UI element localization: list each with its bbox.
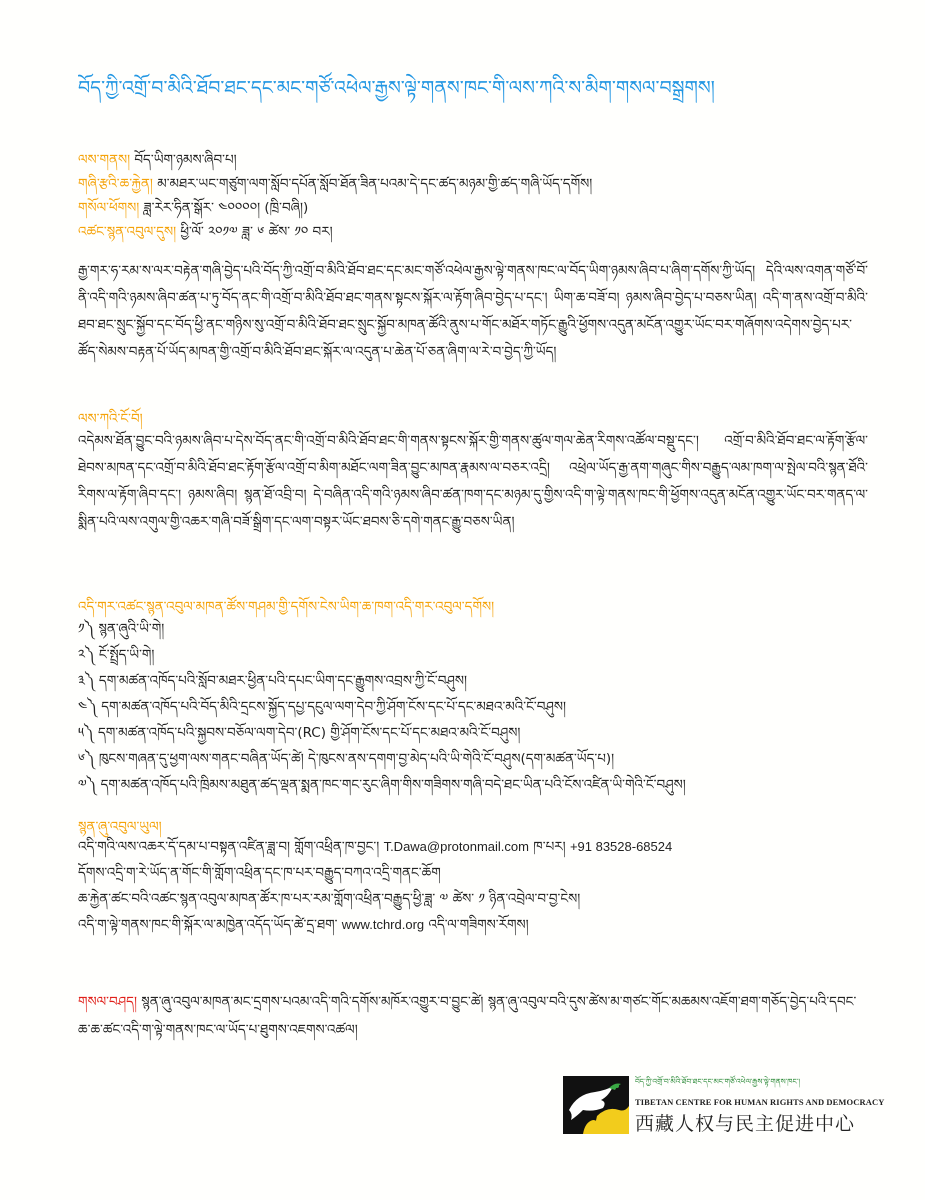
deadline-label: འཚང་སྙན་འབུལ་དུས། bbox=[78, 224, 177, 240]
requirement-item bbox=[78, 616, 868, 642]
logo-text bbox=[635, 1074, 885, 1136]
requirement-item bbox=[78, 720, 868, 746]
requirement-item bbox=[78, 772, 868, 798]
requirement-item bbox=[78, 668, 868, 694]
deadline-value: ཕྱི་ལོ་ ༢༠༡༧ ཟླ་ ༦ ཚེས་ ༡༠ བར། bbox=[180, 224, 333, 240]
notice-block bbox=[78, 988, 868, 1044]
contact-line-website bbox=[78, 912, 868, 938]
item-text: ཁུངས་གཞན་དུ་ཕྱག་ལས་གནང་བཞིན་ཡོད་ཚེ། དེ་ཁུངས་ནས་དགག་བྱ་མེད་པའི་ཡི་གེའི་ངོ་བཤུས(དག་མཚན་ཡོད་པ)། bbox=[98, 751, 615, 767]
item-number: ༤༽ bbox=[78, 699, 97, 715]
item-text: དག་མཚན་འཁོད་པའི་སྐྱབས་བཅོལ་ལག་དེབ་(RC) གྱི་ཤོག་ངོས་དང་པོ་དང་མཐའ་མའི་ངོ་བཤུས། bbox=[97, 725, 521, 741]
position-value: བོད་ཡིག་ཉམས་ཞིབ་པ། bbox=[134, 152, 237, 168]
contact-line-shortlist: ཆ་རྐྱེན་ཚང་བའི་འཚང་སྙན་འབུལ་མཁན་ཚོར་ཁ་པར་རམ་གློག་འཕྲིན་བརྒྱུད་ཕྱི་ཟླ་ ༧ ཚེས་ ༡ ཉིན་འབྲེལ་བ་བྱ་ངེས། bbox=[78, 891, 581, 907]
item-text: དག་མཚན་འཁོད་པའི་སློབ་མཐར་ཕྱིན་པའི་དཔང་ཡིག་དང་རྒྱུགས་འབྲས་ཀྱི་ངོ་བཤུས། bbox=[98, 673, 468, 689]
phone-number[interactable]: +91 83528-68524 bbox=[569, 839, 673, 854]
item-number: ༢༽ bbox=[78, 647, 95, 663]
logo-english-name: TIBETAN CENTRE FOR HUMAN RIGHTS AND DEMOCRACY bbox=[635, 1097, 885, 1107]
contact-heading: སྙན་ཞུ་འབུལ་ཡུལ། bbox=[78, 819, 162, 835]
contact-line-inquiry: དོགས་འདྲི་ག་རེ་ཡོད་ན་གོང་གི་གློག་འཕྲིན་དང་ཁ་པར་བརྒྱུད་བཀའ་འདྲི་གནང་ཆོག bbox=[78, 865, 441, 881]
email-link[interactable]: T.Dawa@protonmail.com bbox=[383, 839, 529, 854]
item-text: དག་མཚན་འཁོད་པའི་ཁྲིམས་མཐུན་ཚད་ལྡན་སྨན་ཁང་གང་རུང་ཞིག་གིས་གཟིགས་གཞི་བདེ་ཐང་ཡིན་པའི་ངོས་འཛིན་ཡི་གེའི་ངོ་བཤུས། bbox=[100, 777, 686, 793]
phone-label: ཁ་པར། bbox=[533, 839, 566, 855]
item-number: ༡༽ bbox=[78, 621, 95, 637]
contact-person-text: འདི་གའི་ལས་འཆར་དོ་དམ་པ་བསྟན་འཛིན་ཟླ་བ། གློག་འཕྲིན་ཁ་བྱང་། bbox=[78, 839, 380, 855]
meta-salary bbox=[78, 196, 878, 220]
page-title: བོད་ཀྱི་འགྲོ་བ་མིའི་ཐོབ་ཐང་དང་མང་གཙོ་འཕེལ་རྒྱས་ལྟེ་གནས་ཁང་གི་ལས་ཀའི་ས་མིག་གསལ་བསྒྲགས། bbox=[78, 77, 715, 99]
item-number: ༣༽ bbox=[78, 673, 95, 689]
qualification-label: གཞི་རྩའི་ཆ་རྐྱེན། bbox=[78, 176, 153, 192]
notice-text: སྙན་ཞུ་འབུལ་མཁན་མང་དྲགས་པའམ་འདི་གའི་དགོས་མཁོར་འགྱུར་བ་བྱུང་ཚེ། སྙན་ཞུ་འབུལ་བའི་དུས་ཚེས་མ་གཙང་གོང་མཆམས་འཇོག་ཐག་གཅོད་བྱེད་པའི་དབང་ཆ་ཆ་ཚང་འདི་ག་ལྟེ་གནས་ཁང་ལ་ཡོད་པ་ཐུགས་འཇགས་འཚལ། bbox=[78, 994, 857, 1038]
requirement-item bbox=[78, 642, 868, 668]
position-label: ལས་གནས། bbox=[78, 152, 131, 168]
job-meta bbox=[78, 148, 878, 244]
item-number: ༥༽ bbox=[78, 725, 94, 741]
item-text: དག་མཚན་འཁོད་པའི་བོད་མིའི་དྲངས་སྐྱོད་དཔྱ་དངུལ་ལག་དེབ་ཀྱི་ཤོག་ངོས་དང་པོ་དང་མཐའ་མའི་ངོ་བཤུས། bbox=[101, 699, 567, 715]
contact-block bbox=[78, 834, 868, 938]
requirements-heading: འདི་གར་འཚང་སྙན་འབུལ་མཁན་ཚོས་གཤམ་གྱི་དགོས་ངེས་ཡིག་ཆ་ཁག་འདི་གར་འབུལ་དགོས། bbox=[78, 599, 495, 615]
goal-heading: ལས་ཀའི་ངོ་བོ། bbox=[78, 411, 143, 427]
item-number: ༧༽ bbox=[78, 777, 97, 793]
goal-paragraph: འདེམས་ཐོན་བྱུང་བའི་ཉམས་ཞིབ་པ་དེས་བོད་ནང་གི་འགྲོ་བ་མིའི་ཐོབ་ཐང་གི་གནས་སྟངས་སྐོར་གྱི་གནས་ཚུལ་གལ་ཆེན་རིགས་འཚོལ་བསྡུ་དང་། འགྲོ་བ་མིའི་ཐོབ་ཐང་ལ་རྟོག་རྩོལ་ཐེབས་མཁན་དང་འགྲོ་བ་མིའི་ཐོབ་ཐང་རྟོག་རྩོལ་འགྲོ་བ་མིག་མཐོང་ལག་ཟིན་བྱུང་མཁན་རྣམས་ལ་བཅར་འདྲི། འཕྲེལ་ཡོད་རྒྱ་ནག་གཞུང་གིས་བརྒྱུད་ལམ་ཁག་ལ་སྤེལ་བའི་སྙན་ཐོའི་རིགས་ལ་རྟོག་ཞིབ་དང་། ཉམས་ཞིབ། སྙན་ཐོ་འབྲི་བ། དེ་བཞིན་འདི་གའི་ཉམས་ཞིབ་ཚན་ཁག་དང་མཉམ་དུ་གྱིས་འདི་ག་ལྟེ་གནས་ཁང་གི་ཕྱོགས་འདུན་མངོན་འགྱུར་ཡོང་བར་གནད་ལ་སྨིན་པའི་ལས་འགུལ་གྱི་འཆར་གཞི་བཟོ་སྒྲིག་དང་ལག་བསྟར་ཡོང་ཐབས་ཅི་དགེ་གནང་རྒྱུ་བཅས་ཡིན། bbox=[78, 433, 868, 530]
website-intro: འདི་ག་ལྟེ་གནས་ཁང་གི་སྐོར་ལ་མཁྱེན་འདོད་ཡོད་ཚེ་དྲ་ཐག་ bbox=[78, 917, 338, 933]
meta-deadline bbox=[78, 220, 878, 244]
dove-logo-icon bbox=[563, 1076, 629, 1134]
logo-tibetan-name: བོད་ཀྱི་འགྲོ་བ་མིའི་ཐོབ་ཐང་དང་མང་གཙོ་འཕེལ་རྒྱས་ལྟེ་གནས་ཁང་། bbox=[635, 1077, 801, 1086]
requirements-list bbox=[78, 616, 868, 798]
website-outro: འདི་ལ་གཟིགས་རོགས། bbox=[428, 917, 529, 933]
logo-chinese-name: 西藏人权与民主促进中心 bbox=[635, 1113, 856, 1135]
item-number: ༦༽ bbox=[78, 751, 95, 767]
item-text: སྙན་ཞུའི་ཡི་གེ། bbox=[98, 621, 165, 637]
item-text: ངོ་སྤྲོད་ཡི་གེ། bbox=[98, 647, 155, 663]
salary-label: གསོལ་ཕོགས། bbox=[78, 200, 140, 216]
qualification-value: མ་མཐར་ཡང་གཙུག་ལག་སློབ་དཔོན་སློབ་ཐོན་ཟིན་པའམ་དེ་དང་ཚད་མཉམ་གྱི་ཚད་གཞི་ཡོད་དགོས། bbox=[157, 176, 593, 192]
notice-label: གསལ་བཤད། bbox=[78, 994, 137, 1010]
meta-position bbox=[78, 148, 878, 172]
tchrd-logo bbox=[563, 1074, 885, 1136]
intro-paragraph: རྒྱ་གར་ཧ་རམ་ས་ལར་བརྟེན་གཞི་བྱེད་པའི་བོད་ཀྱི་འགྲོ་བ་མིའི་ཐོབ་ཐང་དང་མང་གཙོ་འཕེལ་རྒྱས་ལྟེ་གནས་ཁང་ལ་བོད་ཡིག་ཉམས་ཞིབ་པ་ཞིག་དགོས་ཀྱི་ཡོད། དེའི་ལས་འགན་གཙོ་བོ་ནི་འདི་གའི་ཉམས་ཞིབ་ཚན་པ་ཏུ་བོད་ནང་གི་འགྲོ་བ་མིའི་ཐོབ་ཐང་གནས་སྟངས་སྐོར་ལ་རྟོག་ཞིབ་བྱེད་པ་དང་། ཡིག་ཆ་བཟོ་བ། ཉམས་ཞིབ་བྱེད་པ་བཅས་ཡིན། འདི་ག་ནས་འགྲོ་བ་མིའི་ཐབ་ཐང་སྲུང་སྐྱོབ་དང་བོད་ཕྱི་ནང་གཉིས་སུ་འགྲོ་བ་མིའི་ཐོབ་ཐང་སྲུང་སྐྱོབ་མཁན་ཚོའི་ནུས་པ་གོང་མཐོར་གཏོང་རྒྱུའི་ཕྱོགས་འདུན་མངོན་འགྱུར་ཡོང་བར་གཞོགས་འདེགས་བྱེད་པར་ཚོད་སེམས་བརྟན་པོ་ཡོད་མཁན་གྱི་འགྲོ་བ་མིའི་ཐོབ་ཐང་སྐོར་ལ་འདུན་པ་ཆེན་པོ་ཅན་ཞིག་ལ་རེ་བ་བྱེད་ཀྱི་ཡོད། bbox=[78, 263, 868, 360]
salary-value: ཟླ་རེར་ཧིན་སྒོར་ ༤༠༠༠༠། (ཁྲི་བཞི།) bbox=[143, 200, 309, 216]
meta-qualification bbox=[78, 172, 878, 196]
contact-line-email bbox=[78, 834, 868, 860]
website-link[interactable]: www.tchrd.org bbox=[341, 917, 425, 932]
requirement-item bbox=[78, 694, 868, 720]
requirement-item bbox=[78, 746, 868, 772]
